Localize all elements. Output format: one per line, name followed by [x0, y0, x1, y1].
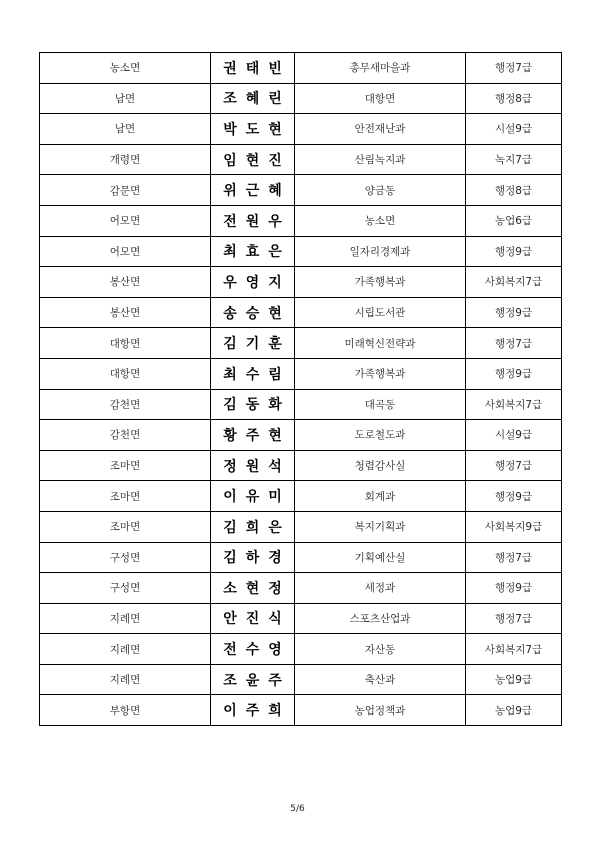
grade-cell: 사회복지7급 — [466, 634, 562, 665]
employee-name-cell: 권태빈 — [211, 53, 295, 84]
table-row — [40, 603, 562, 634]
grade-cell: 행정7급 — [466, 542, 562, 573]
personnel-roster-table — [39, 52, 562, 726]
grade-cell: 사회복지7급 — [466, 389, 562, 420]
employee-name-cell: 황주현 — [211, 420, 295, 451]
new-department-cell: 스포츠산업과 — [295, 603, 466, 634]
grade-cell: 사회복지7급 — [466, 267, 562, 298]
previous-office-cell: 감천면 — [40, 420, 211, 451]
table-row — [40, 297, 562, 328]
employee-name-cell: 이주희 — [211, 695, 295, 726]
table-row — [40, 83, 562, 114]
employee-name-cell: 임현진 — [211, 144, 295, 175]
table-row — [40, 542, 562, 573]
employee-name-cell: 전수영 — [211, 634, 295, 665]
new-department-cell: 총무새마을과 — [295, 53, 466, 84]
grade-cell: 행정9급 — [466, 358, 562, 389]
previous-office-cell: 대항면 — [40, 328, 211, 359]
grade-cell: 시설9급 — [466, 114, 562, 145]
table-row — [40, 358, 562, 389]
grade-cell: 행정7급 — [466, 450, 562, 481]
grade-cell: 행정9급 — [466, 236, 562, 267]
employee-name-cell: 우영지 — [211, 267, 295, 298]
table-row — [40, 328, 562, 359]
new-department-cell: 시립도서관 — [295, 297, 466, 328]
employee-name-cell: 최효은 — [211, 236, 295, 267]
new-department-cell: 안전재난과 — [295, 114, 466, 145]
page-number: 5/6 — [290, 804, 305, 814]
new-department-cell: 세정과 — [295, 573, 466, 604]
previous-office-cell: 남면 — [40, 114, 211, 145]
previous-office-cell: 지례면 — [40, 634, 211, 665]
grade-cell: 사회복지9급 — [466, 511, 562, 542]
employee-name-cell: 소현정 — [211, 573, 295, 604]
previous-office-cell: 조마면 — [40, 481, 211, 512]
table-row — [40, 267, 562, 298]
previous-office-cell: 감문면 — [40, 175, 211, 206]
table-row — [40, 634, 562, 665]
previous-office-cell: 지례면 — [40, 664, 211, 695]
employee-name-cell: 조윤주 — [211, 664, 295, 695]
table-row — [40, 450, 562, 481]
employee-name-cell: 이유미 — [211, 481, 295, 512]
table-row — [40, 573, 562, 604]
employee-name-cell: 안진식 — [211, 603, 295, 634]
employee-name-cell: 최수림 — [211, 358, 295, 389]
new-department-cell: 청렴감사실 — [295, 450, 466, 481]
table-row — [40, 511, 562, 542]
previous-office-cell: 농소면 — [40, 53, 211, 84]
table-row — [40, 420, 562, 451]
employee-name-cell: 김하경 — [211, 542, 295, 573]
table-row — [40, 114, 562, 145]
grade-cell: 농업6급 — [466, 205, 562, 236]
employee-name-cell: 위근혜 — [211, 175, 295, 206]
grade-cell: 행정8급 — [466, 175, 562, 206]
previous-office-cell: 조마면 — [40, 511, 211, 542]
employee-name-cell: 김동화 — [211, 389, 295, 420]
grade-cell: 행정9급 — [466, 573, 562, 604]
table-row — [40, 695, 562, 726]
previous-office-cell: 감천면 — [40, 389, 211, 420]
new-department-cell: 가족행복과 — [295, 358, 466, 389]
grade-cell: 농업9급 — [466, 695, 562, 726]
previous-office-cell: 개령면 — [40, 144, 211, 175]
previous-office-cell: 조마면 — [40, 450, 211, 481]
new-department-cell: 양금동 — [295, 175, 466, 206]
grade-cell: 행정7급 — [466, 603, 562, 634]
new-department-cell: 일자리경제과 — [295, 236, 466, 267]
employee-name-cell: 조혜린 — [211, 83, 295, 114]
table-row — [40, 236, 562, 267]
table-row — [40, 481, 562, 512]
grade-cell: 녹지7급 — [466, 144, 562, 175]
new-department-cell: 도로철도과 — [295, 420, 466, 451]
new-department-cell: 기획예산실 — [295, 542, 466, 573]
new-department-cell: 농업정책과 — [295, 695, 466, 726]
new-department-cell: 미래혁신전략과 — [295, 328, 466, 359]
previous-office-cell: 봉산면 — [40, 297, 211, 328]
grade-cell: 행정8급 — [466, 83, 562, 114]
new-department-cell: 축산과 — [295, 664, 466, 695]
new-department-cell: 농소면 — [295, 205, 466, 236]
new-department-cell: 자산동 — [295, 634, 466, 665]
grade-cell: 행정9급 — [466, 297, 562, 328]
employee-name-cell: 정원석 — [211, 450, 295, 481]
roster-body — [40, 53, 562, 726]
grade-cell: 농업9급 — [466, 664, 562, 695]
table-row — [40, 53, 562, 84]
grade-cell: 시설9급 — [466, 420, 562, 451]
table-row — [40, 664, 562, 695]
table-row — [40, 389, 562, 420]
previous-office-cell: 어모면 — [40, 236, 211, 267]
employee-name-cell: 박도현 — [211, 114, 295, 145]
new-department-cell: 복지기획과 — [295, 511, 466, 542]
previous-office-cell: 지례면 — [40, 603, 211, 634]
employee-name-cell: 전원우 — [211, 205, 295, 236]
grade-cell: 행정9급 — [466, 481, 562, 512]
new-department-cell: 산림녹지과 — [295, 144, 466, 175]
grade-cell: 행정7급 — [466, 328, 562, 359]
previous-office-cell: 어모면 — [40, 205, 211, 236]
new-department-cell: 회계과 — [295, 481, 466, 512]
previous-office-cell: 구성면 — [40, 573, 211, 604]
previous-office-cell: 봉산면 — [40, 267, 211, 298]
employee-name-cell: 김희은 — [211, 511, 295, 542]
new-department-cell: 가족행복과 — [295, 267, 466, 298]
table-row — [40, 175, 562, 206]
employee-name-cell: 송승현 — [211, 297, 295, 328]
new-department-cell: 대곡동 — [295, 389, 466, 420]
table-row — [40, 205, 562, 236]
previous-office-cell: 대항면 — [40, 358, 211, 389]
previous-office-cell: 남면 — [40, 83, 211, 114]
previous-office-cell: 부항면 — [40, 695, 211, 726]
grade-cell: 행정7급 — [466, 53, 562, 84]
new-department-cell: 대항면 — [295, 83, 466, 114]
employee-name-cell: 김기훈 — [211, 328, 295, 359]
table-row — [40, 144, 562, 175]
previous-office-cell: 구성면 — [40, 542, 211, 573]
